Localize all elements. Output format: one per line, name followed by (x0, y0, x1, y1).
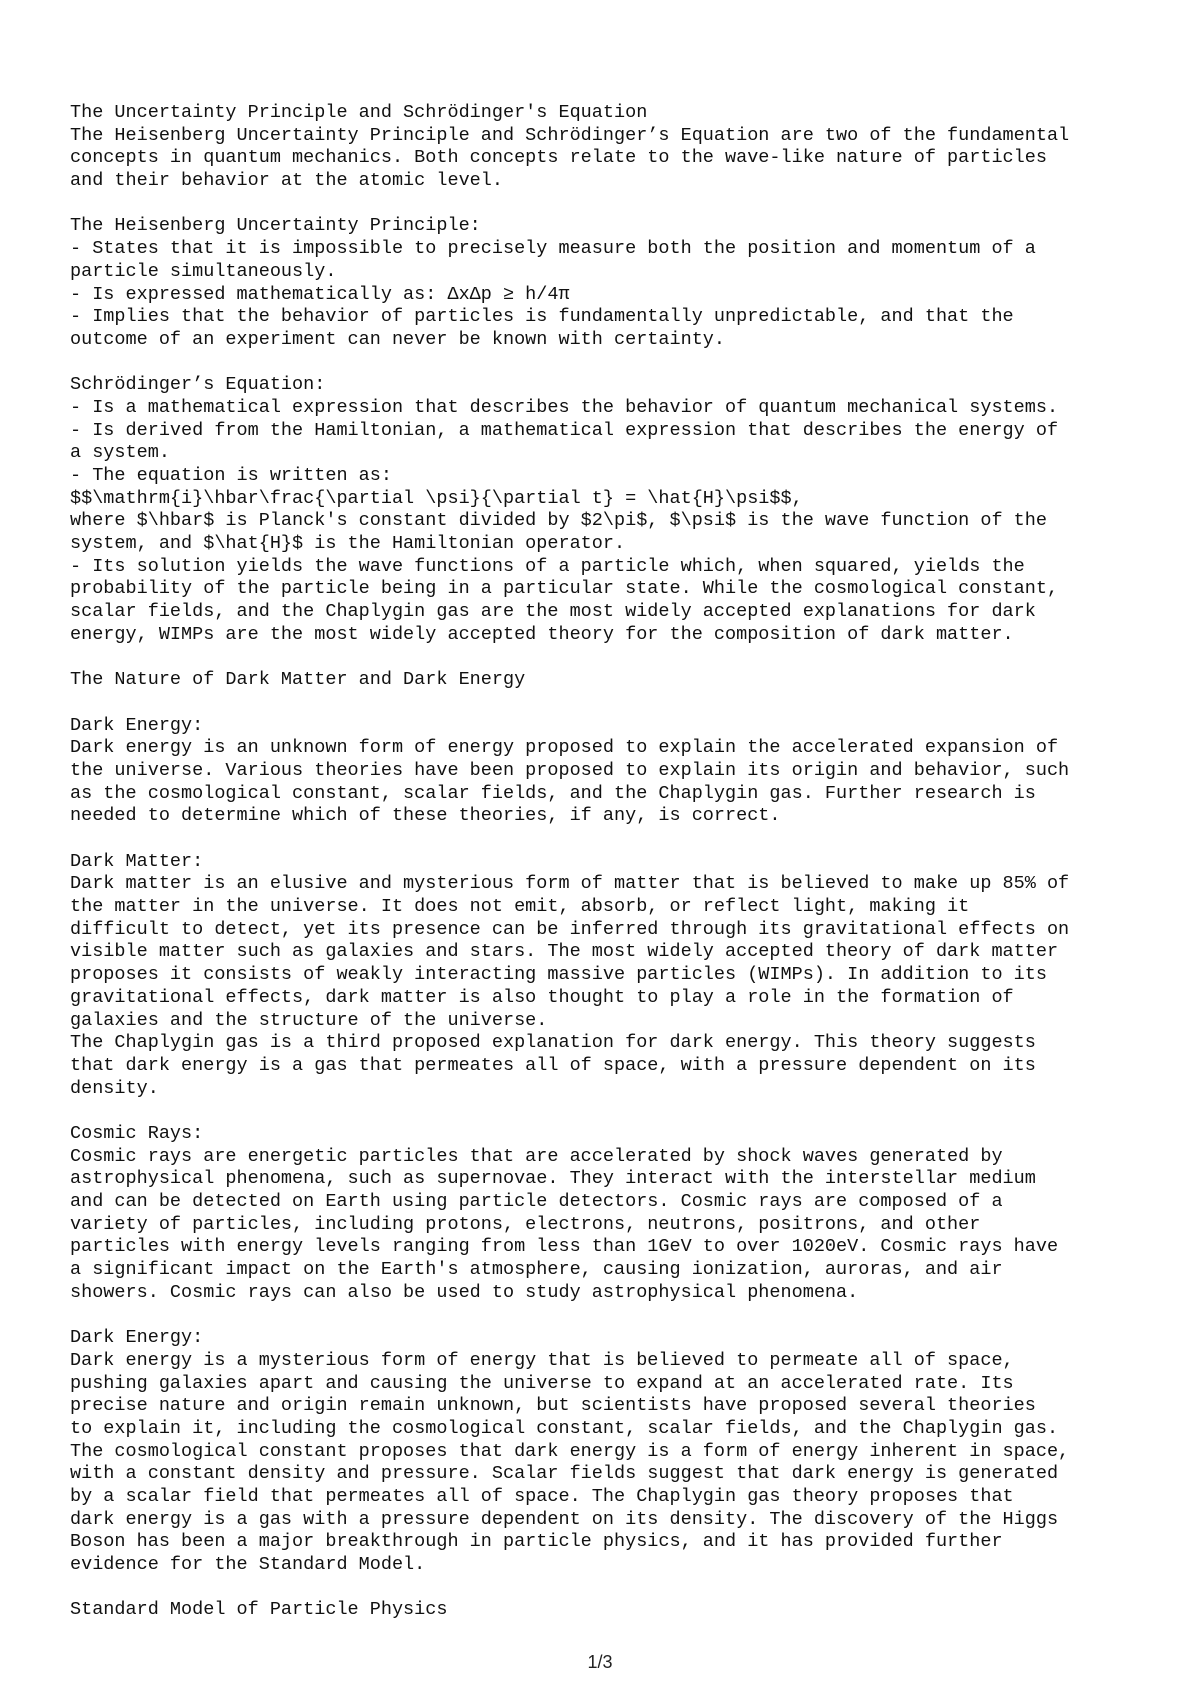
text-line: The cosmological constant proposes that dark energy is a form of energy inherent in space, (70, 1440, 1070, 1462)
text-line: The Uncertainty Principle and Schrödinger's Equation (70, 102, 648, 123)
text-line: and can be detected on Earth using particle detectors. Cosmic rays are composed of a (70, 1191, 1003, 1212)
text-line: to explain it, including the cosmological constant, scalar fields, and the Chaplygin gas. (70, 1417, 1059, 1439)
text-line: the matter in the universe. It does not emit, absorb, or reflect light, making it (70, 896, 970, 918)
blank-line (70, 1100, 1170, 1123)
text-line: that dark energy is a gas that permeates all of space, with a pressure dependent on its (70, 1054, 1036, 1076)
text-line: Dark energy is a mysterious form of energy that is believed to permeate all of space, (70, 1349, 1014, 1371)
text-line: pushing galaxies apart and causing the universe to expand at an accelerated rate. Its (70, 1372, 1014, 1394)
text-line: Boson has been a major breakthrough in particle physics, and it has provided further (70, 1531, 1003, 1553)
text-line: - The equation is written as: (70, 465, 392, 486)
text-line: dark energy is a gas with a pressure dependent on its density. The discovery of the Higgs (70, 1508, 1059, 1530)
blank-line (70, 1577, 1170, 1600)
text-line: probability of the particle being in a particular state. While the cosmological constant, (70, 578, 1059, 600)
text-line: needed to determine which of these theories, if any, is correct. (70, 805, 781, 827)
text-line: density. (70, 1077, 159, 1099)
text-line: - Is expressed mathematically as: ΔxΔp ≥ h/4π (70, 283, 570, 305)
text-line: system, and $\hat{H}$ is the Hamiltonian operator. (70, 533, 626, 555)
text-line: Dark matter is an elusive and mysterious form of matter that is believed to make up 85% of (70, 873, 1070, 895)
text-line: Standard Model of Particle Physics (70, 1599, 448, 1621)
text-line: scalar fields, and the Chaplygin gas are the most widely accepted explanations for dark (70, 601, 1036, 623)
text-line: a significant impact on the Earth's atmosphere, causing ionization, auroras, and air (70, 1259, 1003, 1281)
text-line: Dark Matter: (70, 850, 204, 872)
text-line: - Is a mathematical expression that describes the behavior of quantum mechanical systems. (70, 396, 1059, 418)
text-line: concepts in quantum mechanics. Both concepts relate to the wave-like nature of particles (70, 147, 1047, 169)
blank-line (70, 352, 1170, 375)
text-line: Dark energy is an unknown form of energy proposed to explain the accelerated expansion of (70, 737, 1059, 759)
text-line: outcome of an experiment can never be known with certainty. (70, 328, 726, 350)
document-page (70, 102, 1170, 1622)
text-line: visible matter such as galaxies and stars. The most widely accepted theory of dark matter (70, 941, 1059, 963)
text-line: gravitational effects, dark matter is also thought to play a role in the formation of (70, 986, 1014, 1008)
text-line: and their behavior at the atomic level. (70, 170, 503, 192)
text-line: The Heisenberg Uncertainty Principle and Schrödinger’s Equation are two of the fundamental (70, 124, 1070, 146)
text-line: proposes it consists of weakly interacting massive particles (WIMPs). In addition to its (70, 964, 1047, 986)
text-line: precise nature and origin remain unknown, but scientists have proposed several theories (70, 1395, 1036, 1417)
text-line: The Chaplygin gas is a third proposed explanation for dark energy. This theory suggests (70, 1032, 1036, 1054)
text-line: - Its solution yields the wave functions of a particle which, when squared, yields the (70, 555, 1025, 577)
text-line: where $\hbar$ is Planck's constant divided by $2\pi$, $\psi$ is the wave function of the (70, 510, 1047, 532)
text-line: Dark Energy: (70, 714, 204, 736)
text-line: particle simultaneously. (70, 260, 337, 282)
text-line: showers. Cosmic rays can also be used to study astrophysical phenomena. (70, 1281, 859, 1303)
text-line: $$\mathrm{i}\hbar\frac{\partial \psi}{\partial t} = \hat{H}\psi$$, (70, 487, 803, 509)
text-line: with a constant density and pressure. Scalar fields suggest that dark energy is generated (70, 1463, 1059, 1485)
text-line: galaxies and the structure of the universe. (70, 1009, 548, 1031)
text-line: Cosmic Rays: (70, 1122, 204, 1144)
text-line: The Nature of Dark Matter and Dark Energy (70, 669, 526, 691)
text-line: Dark Energy: (70, 1327, 204, 1349)
blank-line (70, 692, 1170, 715)
text-line: The Heisenberg Uncertainty Principle: (70, 215, 481, 237)
text-line: a system. (70, 442, 170, 464)
text-line: difficult to detect, yet its presence can be inferred through its gravitational effects on (70, 918, 1070, 940)
text-line: - Is derived from the Hamiltonian, a mathematical expression that describes the energy of (70, 419, 1059, 441)
text-line: Schrödinger’s Equation: (70, 374, 326, 396)
text-line: variety of particles, including protons, electrons, neutrons, positrons, and other (70, 1213, 981, 1235)
blank-line (70, 647, 1170, 670)
text-line: as the cosmological constant, scalar fields, and the Chaplygin gas. Further research is (70, 782, 1036, 804)
text-line: - Implies that the behavior of particles is fundamentally unpredictable, and that the (70, 306, 1014, 328)
blank-line (70, 193, 1170, 216)
text-line: energy, WIMPs are the most widely accepted theory for the composition of dark matter. (70, 623, 1014, 645)
text-line: - States that it is impossible to precisely measure both the position and momentum of a (70, 238, 1036, 260)
page-number: 1/3 (587, 1652, 613, 1672)
text-line: particles with energy levels ranging from less than 1GeV to over 1020eV. Cosmic rays have (70, 1236, 1059, 1258)
text-line: the universe. Various theories have been proposed to explain its origin and behavior, such (70, 759, 1070, 781)
blank-line (70, 828, 1170, 851)
text-line: Cosmic rays are energetic particles that are accelerated by shock waves generated by (70, 1145, 1003, 1167)
text-line: by a scalar field that permeates all of space. The Chaplygin gas theory proposes that (70, 1485, 1014, 1507)
blank-line (70, 1304, 1170, 1327)
text-line: evidence for the Standard Model. (70, 1554, 426, 1575)
text-line: astrophysical phenomena, such as supernovae. They interact with the interstellar medium (70, 1168, 1036, 1190)
